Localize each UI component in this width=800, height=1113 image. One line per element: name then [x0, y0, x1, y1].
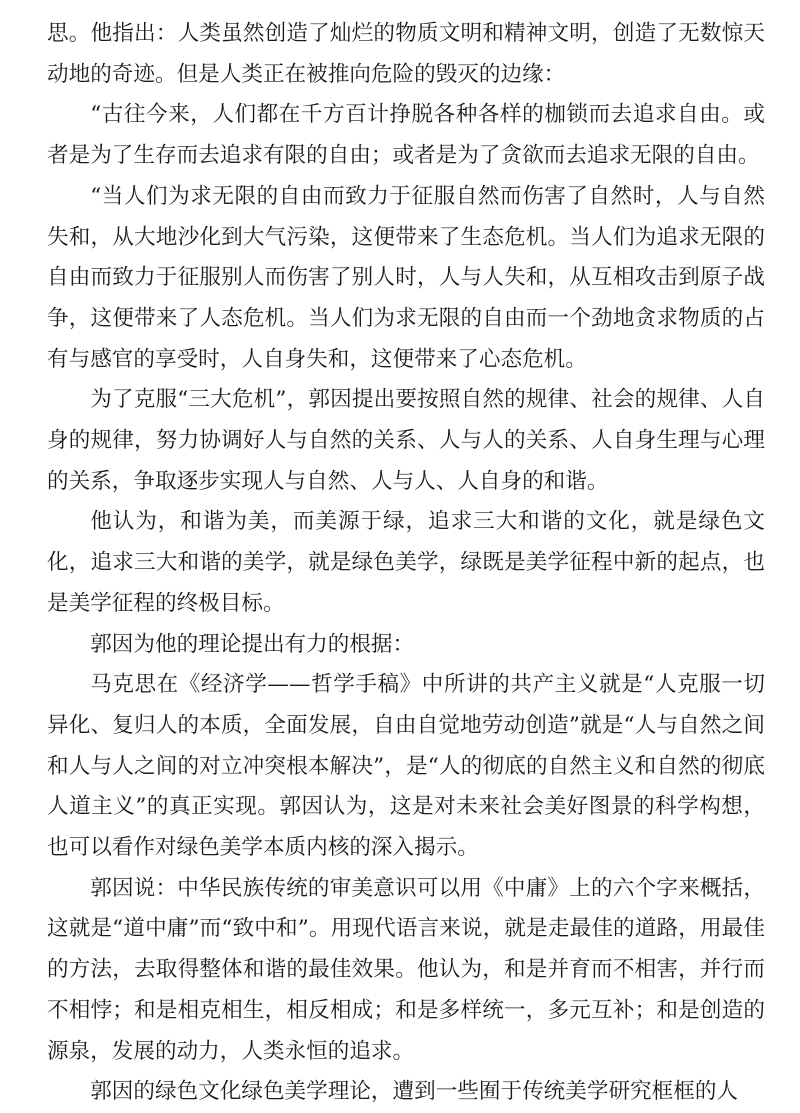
- paragraph-4: 为了克服“三大危机”，郭因提出要按照自然的规律、社会的规律、人自身的规律，努力协调好人与自然的关系、人与人的关系、人自身生理与心理的关系，争取逐步实现人与自然、人与人、人自身的和谐。: [47, 387, 765, 494]
- paragraph-3: “当人们为求无限的自由而致力于征服自然而伤害了自然时，人与自然失和，从大地沙化到大气污染，这便带来了生态危机。当人们为追求无限的自由而致力于征服别人而伤害了别人时，人与人失和，从互相攻击到原子战争，这便带来了人态危机。当人们为求无限的自由而一个劲地贪求物质的占有与感官的享受时，人自身失和，这便带来了心态危机。: [47, 183, 765, 372]
- paragraph-8: 郭因说：中华民族传统的审美意识可以用《中庸》上的六个字来概括，这就是“道中庸”而“致中和”。用现代语言来说，就是走最佳的道路，用最佳的方法，去取得整体和谐的最佳效果。他认为，和是并育而不相害，并行而不相悖；和是相克相生，相反相成；和是多样统一，多元互补；和是创造的源泉，发展的动力，人类永恒的追求。: [47, 875, 765, 1064]
- paragraph-9: 郭因的绿色文化绿色美学理论，遭到一些囿于传统美学研究框框的人: [90, 1079, 739, 1105]
- paragraph-5: 他认为，和谐为美，而美源于绿，追求三大和谐的文化，就是绿色文化，追求三大和谐的美学，就是绿色美学，绿既是美学征程中新的起点，也是美学征程的终极目标。: [47, 509, 765, 616]
- paragraph-7: 马克思在《经济学——哲学手稿》中所讲的共产主义就是“人克服一切异化、复归人的本质，全面发展，自由自觉地劳动创造”就是“人与自然之间和人与人之间的对立冲突根本解决”，是“人的彻底的自然主义和自然的彻底人道主义”的真正实现。郭因认为，这是对未来社会美好图景的科学构想，也可以看作对绿色美学本质内核的深入揭示。: [47, 672, 765, 861]
- paragraph-2: “古往今来，人们都在千方百计挣脱各种各样的枷锁而去追求自由。或者是为了生存而去追求有限的自由；或者是为了贪欲而去追求无限的自由。: [47, 102, 765, 169]
- paragraph-6: 郭因为他的理论提出有力的根据：: [90, 631, 415, 657]
- paragraph-1: 思。他指出：人类虽然创造了灿烂的物质文明和精神文明，创造了无数惊天动地的奇迹。但是人类正在被推向危险的毁灭的边缘：: [47, 21, 765, 87]
- document-page: [47, 14, 765, 1113]
